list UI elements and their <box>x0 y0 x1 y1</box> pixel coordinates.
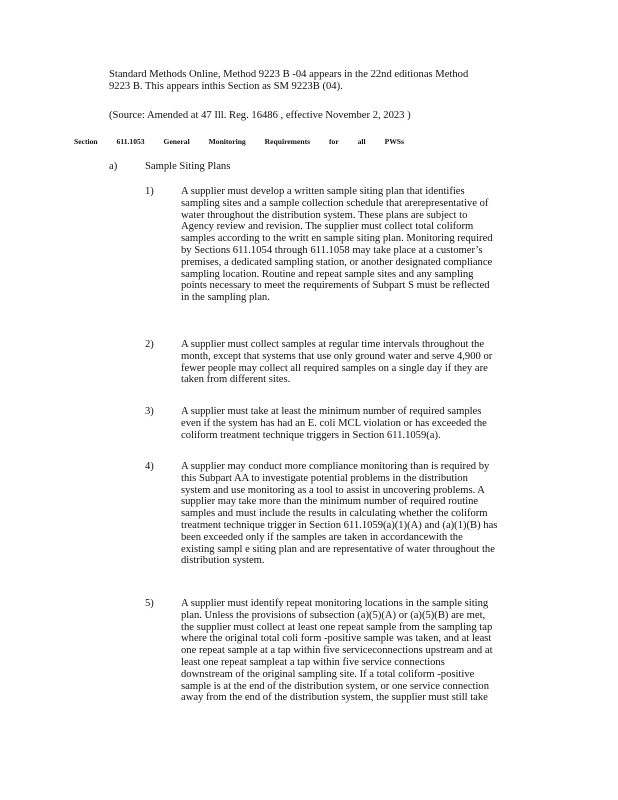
text-line: system and use monitoring as a tool to assist in uncovering problems. A <box>181 484 485 496</box>
item-number: 3) <box>145 406 154 417</box>
subsection-letter: a) <box>109 161 118 172</box>
section-title-word: PWSs <box>384 137 404 146</box>
text-line: distribution system. <box>181 555 265 567</box>
text-line: coliform treatment technique triggers in Section 611.1059(a). <box>181 429 441 441</box>
item-number: 5) <box>145 598 154 609</box>
text-line: one repeat sample at a tap within five serviceconnections upstream and at <box>181 645 493 657</box>
text-line: points necessary to meet the requirements of Subpart S must be reflected <box>181 280 490 292</box>
text-line: by Sections 611.1054 through 611.1058 may take place at a customer’s <box>181 244 483 256</box>
text-line: water throughout the distribution system. These plans are subject to <box>181 209 468 221</box>
text-line: A supplier must take at least the minimum number of required samples <box>181 406 482 417</box>
item-text <box>181 186 533 304</box>
list-item <box>145 186 535 304</box>
intro-note <box>109 69 519 93</box>
intro-line: 9223 B. This appears inthis Section as SM 9223B (04). <box>109 80 343 92</box>
list-item <box>145 461 535 567</box>
source-note: (Source: Amended at 47 Ill. Reg. 16486 , effective November 2, 2023 ) <box>109 110 411 121</box>
text-line: A supplier must identify repeat monitoring locations in the sample siting <box>181 598 489 609</box>
item-text <box>181 339 533 386</box>
section-title-word: all <box>357 137 366 146</box>
text-line: month, except that systems that use only ground water and serve 4,900 or <box>181 350 493 362</box>
section-title-word: Monitoring <box>208 137 246 146</box>
text-line: sample is at the end of the distribution system, or one service connection <box>181 680 490 692</box>
intro-line: Standard Methods Online, Method 9223 B -04 appears in the 22nd editionas Method <box>109 69 469 80</box>
text-line: Agency review and revision. The supplier must collect total coliform <box>181 221 474 233</box>
item-number: 2) <box>145 339 154 350</box>
text-line: samples and must include the results in calculating whether the coliform <box>181 508 488 520</box>
subsection-title: Sample Siting Plans <box>145 161 231 172</box>
item-number: 4) <box>145 461 154 472</box>
item-text <box>181 598 533 704</box>
text-line: been exceeded only if the samples are taken in accordancewith the <box>181 531 463 543</box>
text-line: downstream of the original sampling site. If a total coliform -positive <box>181 668 475 680</box>
item-text <box>181 406 533 441</box>
section-title-word: Requirements <box>264 137 311 146</box>
text-line: plan. Unless the provisions of subsection (a)(5)(A) or (a)(5)(B) are met, <box>181 609 486 621</box>
section-title-word: for <box>329 137 339 146</box>
text-line: taken from different sites. <box>181 374 291 386</box>
list-item <box>145 406 535 441</box>
text-line: A supplier must collect samples at regular time intervals throughout the <box>181 339 485 350</box>
text-line: A supplier must develop a written sample siting plan that identifies <box>181 186 465 197</box>
text-line: least one repeat sampleat a tap within five service connections <box>181 656 445 668</box>
text-line: supplier may take more than the minimum number of required routine <box>181 496 479 508</box>
text-line: this Subpart AA to investigate potential problems in the distribution <box>181 472 468 484</box>
list-item <box>145 598 535 704</box>
text-line: sampling location. Routine and repeat sample sites and any sampling <box>181 268 474 280</box>
section-title-word: General <box>163 137 190 146</box>
section-number: 611.1053 <box>116 137 145 146</box>
item-number: 1) <box>145 186 154 197</box>
text-line: even if the system has had an E. coli MCL violation or has exceeded the <box>181 417 487 429</box>
text-line: where the original total coli form -positive sample was taken, and at least <box>181 633 492 645</box>
text-line: in the sampling plan. <box>181 292 270 304</box>
text-line: samples according to the writt en sample siting plan. Monitoring required <box>181 233 493 245</box>
list-item <box>145 339 535 386</box>
text-line: fewer people may collect all required samples on a single day if they are <box>181 362 488 374</box>
text-line: existing sampl e siting plan and are representative of water throughout the <box>181 543 495 555</box>
section-label: Section <box>74 137 98 146</box>
text-line: the supplier must collect at least one repeat sample from the sampling tap <box>181 621 493 633</box>
text-line: away from the end of the distribution system, the supplier must still take <box>181 692 488 704</box>
text-line: A supplier may conduct more compliance monitoring than is required by <box>181 461 490 472</box>
text-line: sampling sites and a sample collection schedule that arerepresentative of <box>181 197 489 209</box>
text-line: treatment technique trigger in Section 611.1059(a)(1)(A) and (a)(1)(B) has <box>181 519 498 531</box>
text-line: premises, a dedicated sampling station, or another designated compliance <box>181 256 493 268</box>
section-heading <box>74 136 404 148</box>
subsection-heading <box>109 161 230 173</box>
item-text <box>181 461 533 567</box>
